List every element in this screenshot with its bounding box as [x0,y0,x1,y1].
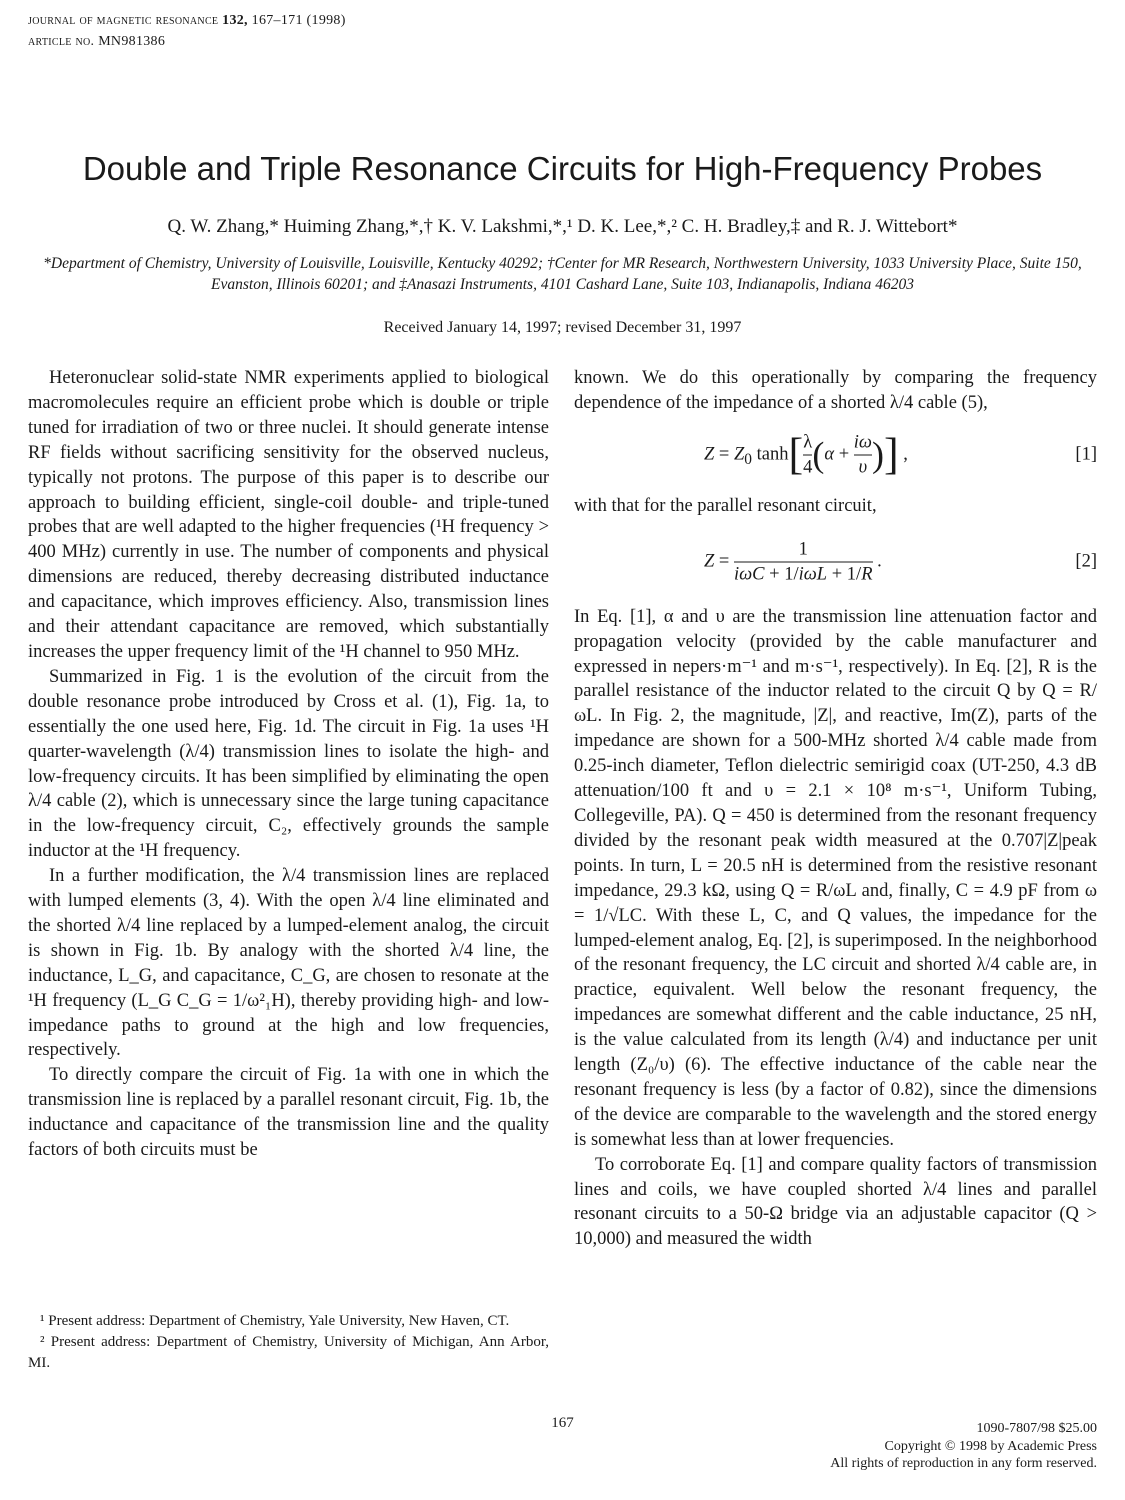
journal-volume: 132, [222,13,248,28]
paragraph: In Eq. [1], α and υ are the transmission line attenuation factor and propagation velocity (provided by the cable manufacturer and expressed in nepers·m⁻¹ and m·s⁻¹, respectively). In Eq. [2], R is the parallel resistance of the inductor related to the circuit Q by Q = R/ωL. In Fig. 2, the magnitude, |Z|, and reactive, Im(Z), parts of the impedance are shown for a 500-MHz shorted λ/4 cable made from 0.25-inch diameter, Teflon dielectric semirigid coax (UT-250, 4.3 dB attenuation/100 ft and υ = 2.1 × 10⁸ m·s⁻¹, Uniform Tubing, Collegeville, PA). Q = 450 is determined from the resonant frequency divided by the resonant peak width measured at the 0.707|Z|peak points. In turn, L = 20.5 nH is determined from the resistive resonant impedance, 29.3 kΩ, using Q = R/ωL and, finally, C = 4.9 pF from ω = 1/√LC. With these L, C, and Q values, the impedance for the lumped-element analog, Eq. [2], is superimposed. In the neighborhood of the resonant frequency, the LC circuit and shorted λ/4 cable are, in practice, equivalent. Well below the resonant frequency, the impedances are somewhat different and the cable inductance, 25 nH, is the value calculated from its length (λ/4) and inductance per unit length (Z₀/υ) (6). The effective inductance of the cable near the resonant frequency is less (by a factor of 0.82), since the dimensions of the device are comparable to the wavelength and the stored energy is somewhat less than at lower frequencies. [574,606,1098,1150]
received-dates: Received January 14, 1997; revised December 31, 1997 [383,319,742,336]
left-column [28,366,549,1163]
footnote: ² Present address: Department of Chemistry, University of Michigan, Ann Arbor, MI. [28,1334,549,1371]
article-label: article no. [28,34,95,49]
copyright-line: Copyright © 1998 by Academic Press [884,1438,1097,1454]
journal-citation [28,10,346,31]
article-number-line [28,31,346,52]
page-number: 167 [551,1415,574,1431]
equation-2-formula: Z = $\frac{1}{\text{iωC + 1/iωL + 1/R}}$ . [704,539,882,585]
equation-2-number: [2] [1075,551,1097,572]
article-number: MN981386 [98,34,166,49]
paragraph: with that for the parallel resonant circuit, [574,495,877,516]
equation-1 [574,416,1097,494]
author-list: Q. W. Zhang,* Huiming Zhang,*,† K. V. Lakshmi,*,¹ D. K. Lee,*,² C. H. Bradley,‡ and R. J. Wittebort* [167,216,958,237]
price-code: 1090-7807/98 $25.00 [976,1421,1097,1436]
affiliations: *Department of Chemistry, University of Louisville, Louisville, Kentucky 40292; †Center for MR Research, Northwestern University, 1033 University Place, Suite 150, Evanston, Illinois 60201; and ‡Anasazi Instruments, 4101 Cashard Lane, Suite 103, Indianapolis, Indiana 46203 [43,255,1082,293]
paragraph: known. We do this operationally by comparing the frequency dependence of the impedance of a shorted λ/4 cable (5), [574,368,1097,413]
footnotes [28,1311,549,1374]
paragraph: Summarized in Fig. 1 is the evolution of the circuit from the double resonance probe introduced by Cross et al. (1), Fig. 1a, to essentially the one used here, Fig. 1d. The circuit in Fig. 1a uses ¹H quarter-wavelength (λ/4) transmission lines to isolate the high- and low-frequency circuits. It has been simplified by eliminating the open λ/4 cable (2), which is unnecessary since the large tuning capacitance in the low-frequency circuit, C₂, effectively grounds the sample inductor at the ¹H frequency. [28,666,549,862]
running-header [28,10,346,52]
journal-name: journal of magnetic resonance [28,13,219,28]
paragraph: Heteronuclear solid-state NMR experiments applied to biological macromolecules require an efficient probe which is double or triple tuned for irradiation of two or three nuclei. It should generate intense RF fields without sacrificing sensitivity for the observed nucleus, typically not protons. The purpose of this paper is to describe our approach to building efficient, single-coil double- and triple-tuned probes that are well adapted to the higher frequencies (¹H frequency > 400 MHz) currently in use. The number of components and physical dimensions are reduced, thereby decreasing distributed inductance and capacitance, which improves efficiency. Also, transmission lines and their attendant capacitance are removed, which substantially increases the upper frequency limit of the ¹H channel to 950 MHz. [28,368,549,662]
rights-line: All rights of reproduction in any form reserved. [830,1456,1097,1471]
copyright-block [830,1420,1097,1473]
paper-title: Double and Triple Resonance Circuits for High-Frequency Probes [82,150,1043,187]
footnote: ¹ Present address: Department of Chemistry, Yale University, New Haven, CT. [40,1313,510,1329]
equation-2 [574,519,1097,605]
paragraph: In a further modification, the λ/4 transmission lines are replaced with lumped elements (3, 4). With the open λ/4 line eliminated and the shorted λ/4 line replaced by a lumped-element analog, the circuit is shown in Fig. 1b. By analogy with the shorted λ/4 line, the inductance, L_G, and capacitance, C_G, are chosen to resonate at the ¹H frequency (L_G C_G = 1/ω²₁H), thereby providing high- and low-impedance paths to ground at the high and low frequencies, respectively. [28,866,549,1061]
paragraph: To directly compare the circuit of Fig. 1a with one in which the transmission line is replaced by a parallel resonant circuit, Fig. 1b, the inductance and capacitance of the transmission line and the quality factors of both circuits must be [28,1065,549,1161]
equation-1-number: [1] [1075,444,1097,465]
equation-1-formula: $Z = Z_0$ tanh[ $\frac{\lambda}{4}$ (α + $\frac{i\omega}{\upsilon}$ )] , [704,429,908,479]
paragraph: To corroborate Eq. [1] and compare quality factors of transmission lines and coils, we have coupled shorted λ/4 lines and parallel resonant circuits to a 50-Ω bridge via an adjustable capacitor (Q > 10,000) and measured the width [574,1154,1097,1250]
journal-pages: 167–171 (1998) [251,13,346,28]
right-column [574,366,1097,1252]
